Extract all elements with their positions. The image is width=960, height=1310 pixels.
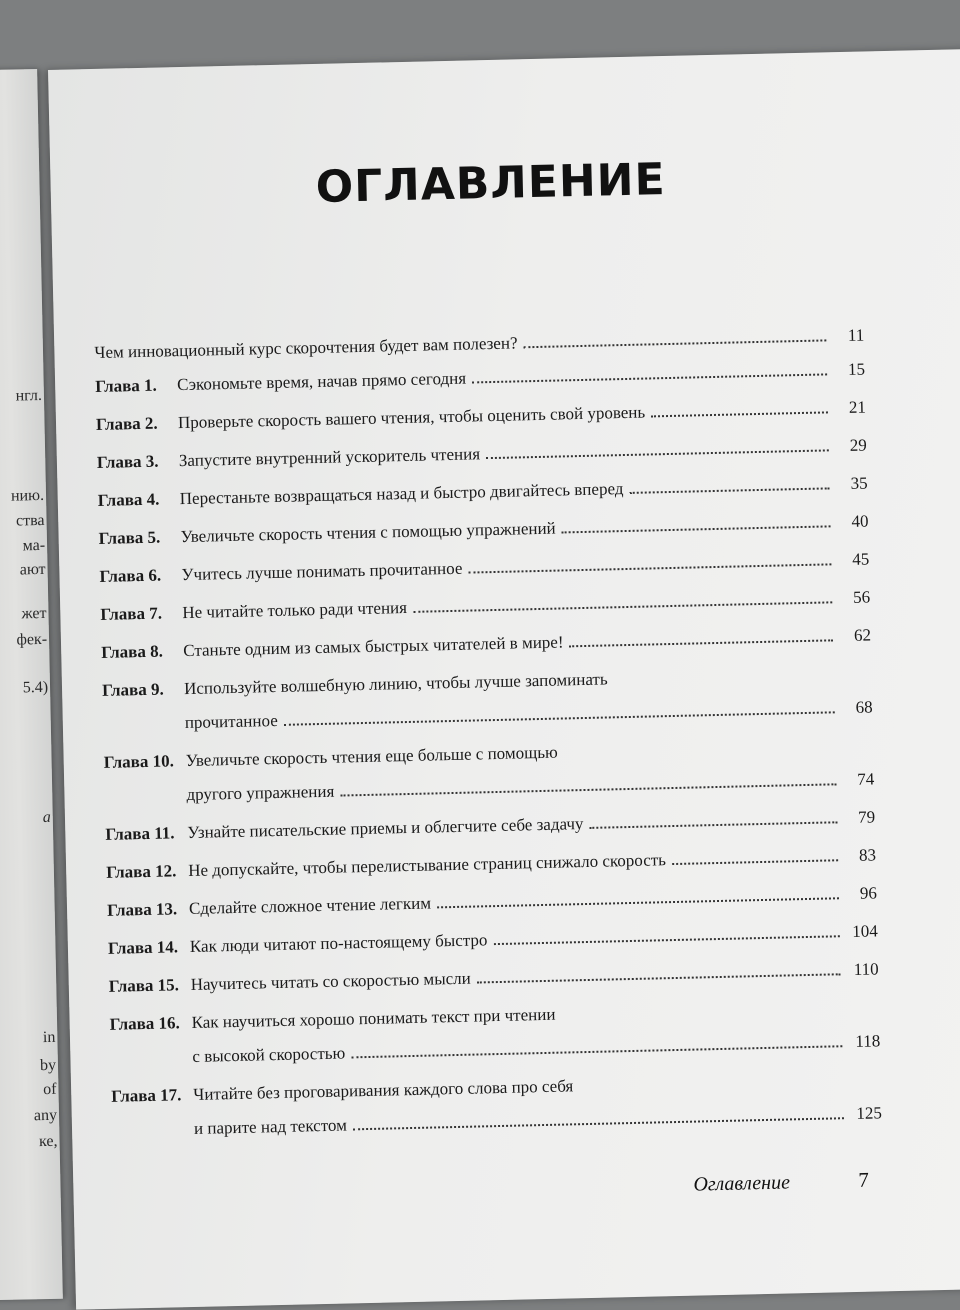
page-number: 7 [858,1167,870,1192]
chapter-title: Научитесь читать со скоростью мысли [190,968,471,994]
page-ref: 45 [852,549,870,569]
chapter-title: Читайте без проговаривания каждого слова про себя [193,1076,574,1104]
chapter-label: Глава 8. [101,641,164,662]
page-ref: 125 [856,1103,883,1123]
left-page-fragment: of [42,1080,57,1099]
chapter-title: Узнайте писательские приемы и облегчите себе задачу [187,814,584,843]
left-page-fragment: ма- [22,536,46,555]
page-ref: 21 [848,397,867,417]
chapter-label: Глава 16. [109,1013,180,1034]
chapter-label: Глава 5. [98,527,161,548]
toc-page-content [48,50,956,1310]
chapter-label: Глава 17. [111,1085,182,1106]
chapter-title: Увеличьте скорость чтения с помощью упражнений [180,518,556,547]
left-page-fragment: ства [15,511,45,530]
chapter-title: Увеличьте скорость чтения еще больше с помощью [185,742,558,771]
chapter-title: Проверьте скорость вашего чтения, чтобы оценить свой уровень [177,402,646,433]
toc-page [48,49,960,1310]
page-ref: 62 [853,625,872,645]
page-ref: 68 [855,697,873,717]
left-page-fragment: нгл. [15,386,43,405]
chapter-label: Глава 13. [106,899,178,920]
dot-leader [589,821,837,829]
left-page-fragment: фек- [16,630,48,649]
page-ref: 40 [851,511,869,531]
page-ref: 110 [853,959,879,979]
left-page-fragment: нию. [10,486,45,505]
page-ref: 104 [852,921,878,941]
left-page-fragment: 5.4) [22,678,49,697]
dot-leader [651,411,828,417]
chapter-label: Глава 7. [100,603,163,624]
page-ref: 74 [857,769,875,789]
chapter-title: Как люди читают по-настоящему быстро [189,930,488,957]
chapter-title: Запустите внутренний ускоритель чтения [178,444,481,471]
left-page-fragment: in [42,1028,56,1047]
chapter-title: Не читайте только ради чтения [182,597,408,623]
page-ref: 79 [857,807,876,827]
running-title: Оглавление [693,1171,791,1196]
page-ref: 56 [852,587,871,607]
dot-leader [570,639,834,647]
dot-leader [630,487,830,494]
chapter-title: Учитесь лучше понимать прочитанное [181,558,463,585]
page-ref: 11 [847,325,865,345]
page-ref: 96 [859,883,878,903]
chapter-title: Используйте волшебную линию, чтобы лучше запоминать [183,669,608,699]
left-page-fragment: ке, [38,1132,58,1151]
left-page-fragment: by [39,1056,57,1075]
chapter-title: прочитанное [184,710,278,733]
chapter-title: Сэкономьте время, начав прямо сегодня [176,368,467,395]
chapter-title: Как научиться хорошо понимать текст при чтении [191,1004,556,1032]
left-page-fragment: жет [21,604,47,623]
page-ref: 35 [850,473,868,493]
chapter-label: Глава 12. [106,861,177,882]
chapter-title: с высокой скоростью [192,1043,346,1066]
chapter-title: Чем инновационный курс скорочтения будет вам полезен? [94,333,518,363]
chapter-label: Глава 11. [105,823,175,844]
page-ref: 29 [849,435,867,455]
left-page-fragment: ают [19,560,46,579]
chapter-title: Не допускайте, чтобы перелистывание страниц снижало скорость [187,850,667,881]
chapter-title: другого упражнения [186,781,335,805]
chapter-label: Глава 9. [101,679,164,700]
dot-leader [562,525,831,533]
left-page-fragment: any [33,1106,58,1125]
page-title: ОГЛАВЛЕНИЕ [315,154,667,213]
chapter-label: Глава 14. [107,937,179,958]
left-page-fragment: а [42,808,51,827]
chapter-label: Глава 6. [99,565,162,586]
page-ref: 83 [858,845,877,865]
chapter-title: Сделайте сложное чтение легким [188,893,432,919]
chapter-label: Глава 1. [94,375,158,397]
page-ref: 15 [847,359,866,379]
dot-leader [672,859,838,865]
chapter-label: Глава 4. [97,489,160,510]
chapter-title: Станьте одним из самых быстрых читателей в мире! [182,632,564,661]
toc-list [94,314,882,1145]
chapter-label: Глава 10. [103,751,175,772]
page-ref: 118 [855,1031,881,1051]
chapter-label: Глава 2. [95,413,158,434]
chapter-label: Глава 15. [108,975,180,996]
chapter-label: Глава 3. [96,451,159,472]
chapter-title: Перестаньте возвращаться назад и быстро двигайтесь вперед [179,479,624,509]
chapter-title: и парите над текстом [193,1115,348,1138]
